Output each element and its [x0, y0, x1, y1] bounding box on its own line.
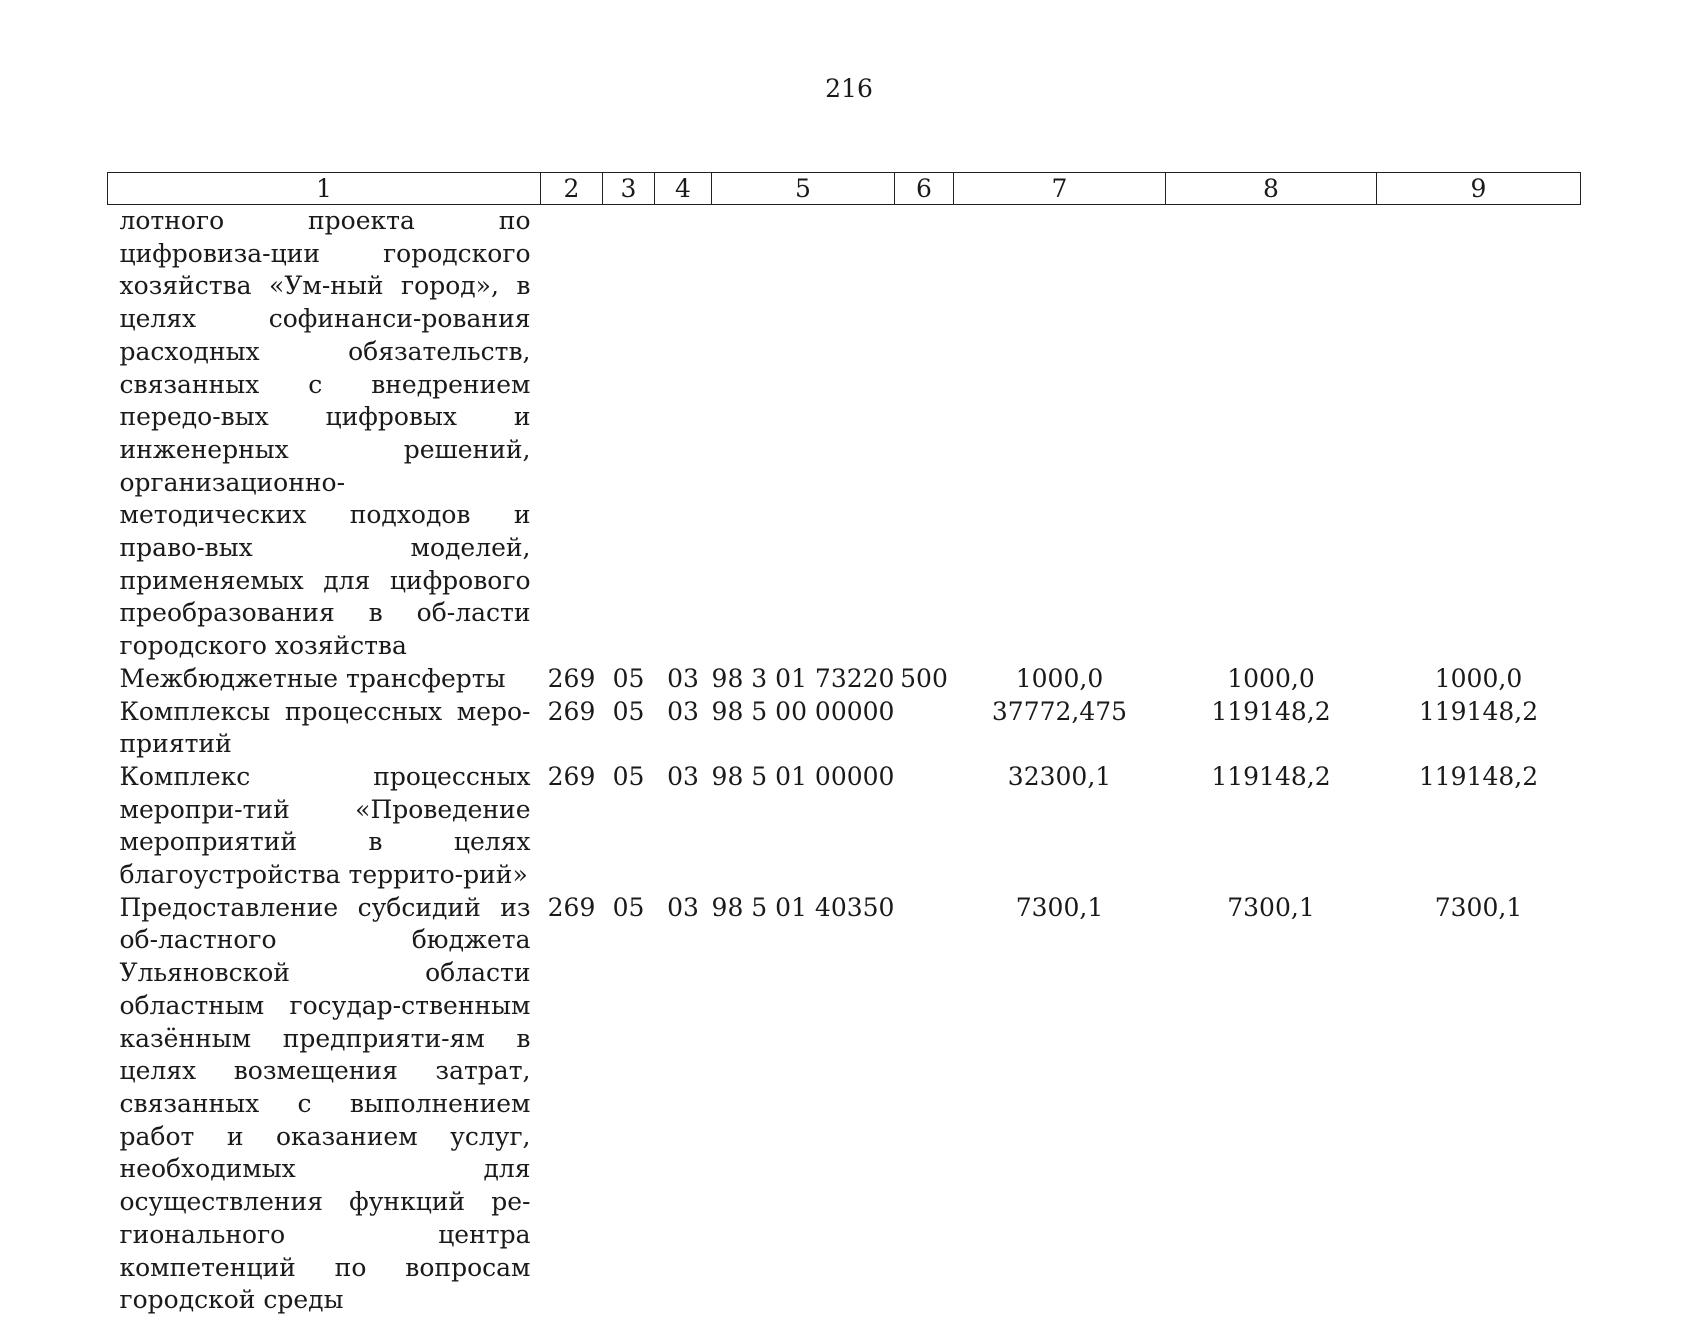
page-number: 216 [825, 74, 873, 103]
cell-col5 [712, 205, 895, 663]
cell-col2: 269 [547, 696, 596, 726]
cell-col5: 98 5 01 40350 [711, 892, 895, 922]
cell-col3: 05 [612, 663, 645, 693]
budget-table [107, 172, 1581, 1317]
table-header-row [108, 173, 1581, 205]
cell-col8: 7300,1 [1227, 892, 1315, 922]
cell-col8 [1166, 205, 1377, 663]
cell-col3: 05 [612, 761, 645, 791]
row-name: Комплексы процессных меро-приятий [119, 696, 531, 759]
row-name: лотного проекта по цифровиза-ции городского хозяйства «Ум-ный город», в целях софинанси-рования расходных обязательств, связанных с внедрением передо-вых цифровых и инженерных решений, организационно-методических подходов и право-вых моделей, применяемых для цифрового преобразования в об-ласти городского хозяйства [119, 206, 531, 661]
row-name: Межбюджетные трансферты [119, 663, 506, 693]
row-name: Комплекс процессных меропри-тий «Проведение мероприятий в целях благоустройства террито-рий» [119, 761, 531, 890]
cell-col2 [541, 205, 603, 663]
cell-col5: 98 5 01 00000 [711, 761, 895, 791]
cell-col5: 98 5 00 00000 [711, 696, 895, 726]
table-row [108, 696, 1581, 761]
cell-col8: 1000,0 [1227, 663, 1315, 693]
column-header: 8 [1166, 173, 1377, 205]
cell-col5: 98 3 01 73220 [711, 663, 895, 693]
cell-col8: 119148,2 [1211, 761, 1331, 791]
cell-col2: 269 [547, 761, 596, 791]
cell-col9: 119148,2 [1418, 761, 1539, 791]
cell-col7: 37772,475 [991, 696, 1128, 726]
cell-col2: 269 [547, 663, 596, 693]
cell-col9 [1377, 205, 1581, 663]
cell-col7 [954, 205, 1166, 663]
column-header: 2 [541, 173, 603, 205]
cell-col4: 03 [667, 761, 699, 791]
cell-col9: 119148,2 [1418, 696, 1539, 726]
cell-col2: 269 [547, 892, 596, 922]
cell-col4 [655, 205, 712, 663]
column-header: 3 [603, 173, 655, 205]
cell-col7: 32300,1 [1007, 761, 1112, 791]
cell-col3 [603, 205, 655, 663]
cell-col6 [895, 761, 954, 892]
cell-col6 [895, 696, 954, 761]
cell-col4: 03 [667, 663, 699, 693]
cell-col3: 05 [612, 696, 645, 726]
cell-col9: 7300,1 [1434, 892, 1523, 922]
cell-col3: 05 [612, 892, 645, 922]
cell-col7: 7300,1 [1015, 892, 1104, 922]
cell-col9: 1000,0 [1434, 663, 1523, 693]
column-header: 5 [712, 173, 895, 205]
cell-col4: 03 [667, 892, 699, 922]
table-row [108, 892, 1581, 1317]
cell-col6 [895, 892, 954, 1317]
cell-col4: 03 [667, 696, 699, 726]
column-header: 9 [1377, 173, 1581, 205]
table-row [108, 205, 1581, 663]
column-header: 4 [655, 173, 712, 205]
cell-col6: 500 [900, 663, 948, 693]
row-name: Предоставление субсидий из об-ластного бюджета Ульяновской области областным государ-ственным казённым предприяти-ям в целях возмещения затрат, связанных с выполнением работ и оказанием услуг, необходимых для осуществления функций ре-гионального центра компетенций по вопросам городской среды [119, 892, 531, 1315]
cell-col6 [895, 205, 954, 663]
column-header: 1 [108, 173, 541, 205]
table-row [108, 761, 1581, 892]
cell-col7: 1000,0 [1015, 663, 1104, 693]
column-header: 7 [954, 173, 1166, 205]
column-header: 6 [895, 173, 954, 205]
cell-col8: 119148,2 [1211, 696, 1331, 726]
table-row [108, 663, 1581, 696]
